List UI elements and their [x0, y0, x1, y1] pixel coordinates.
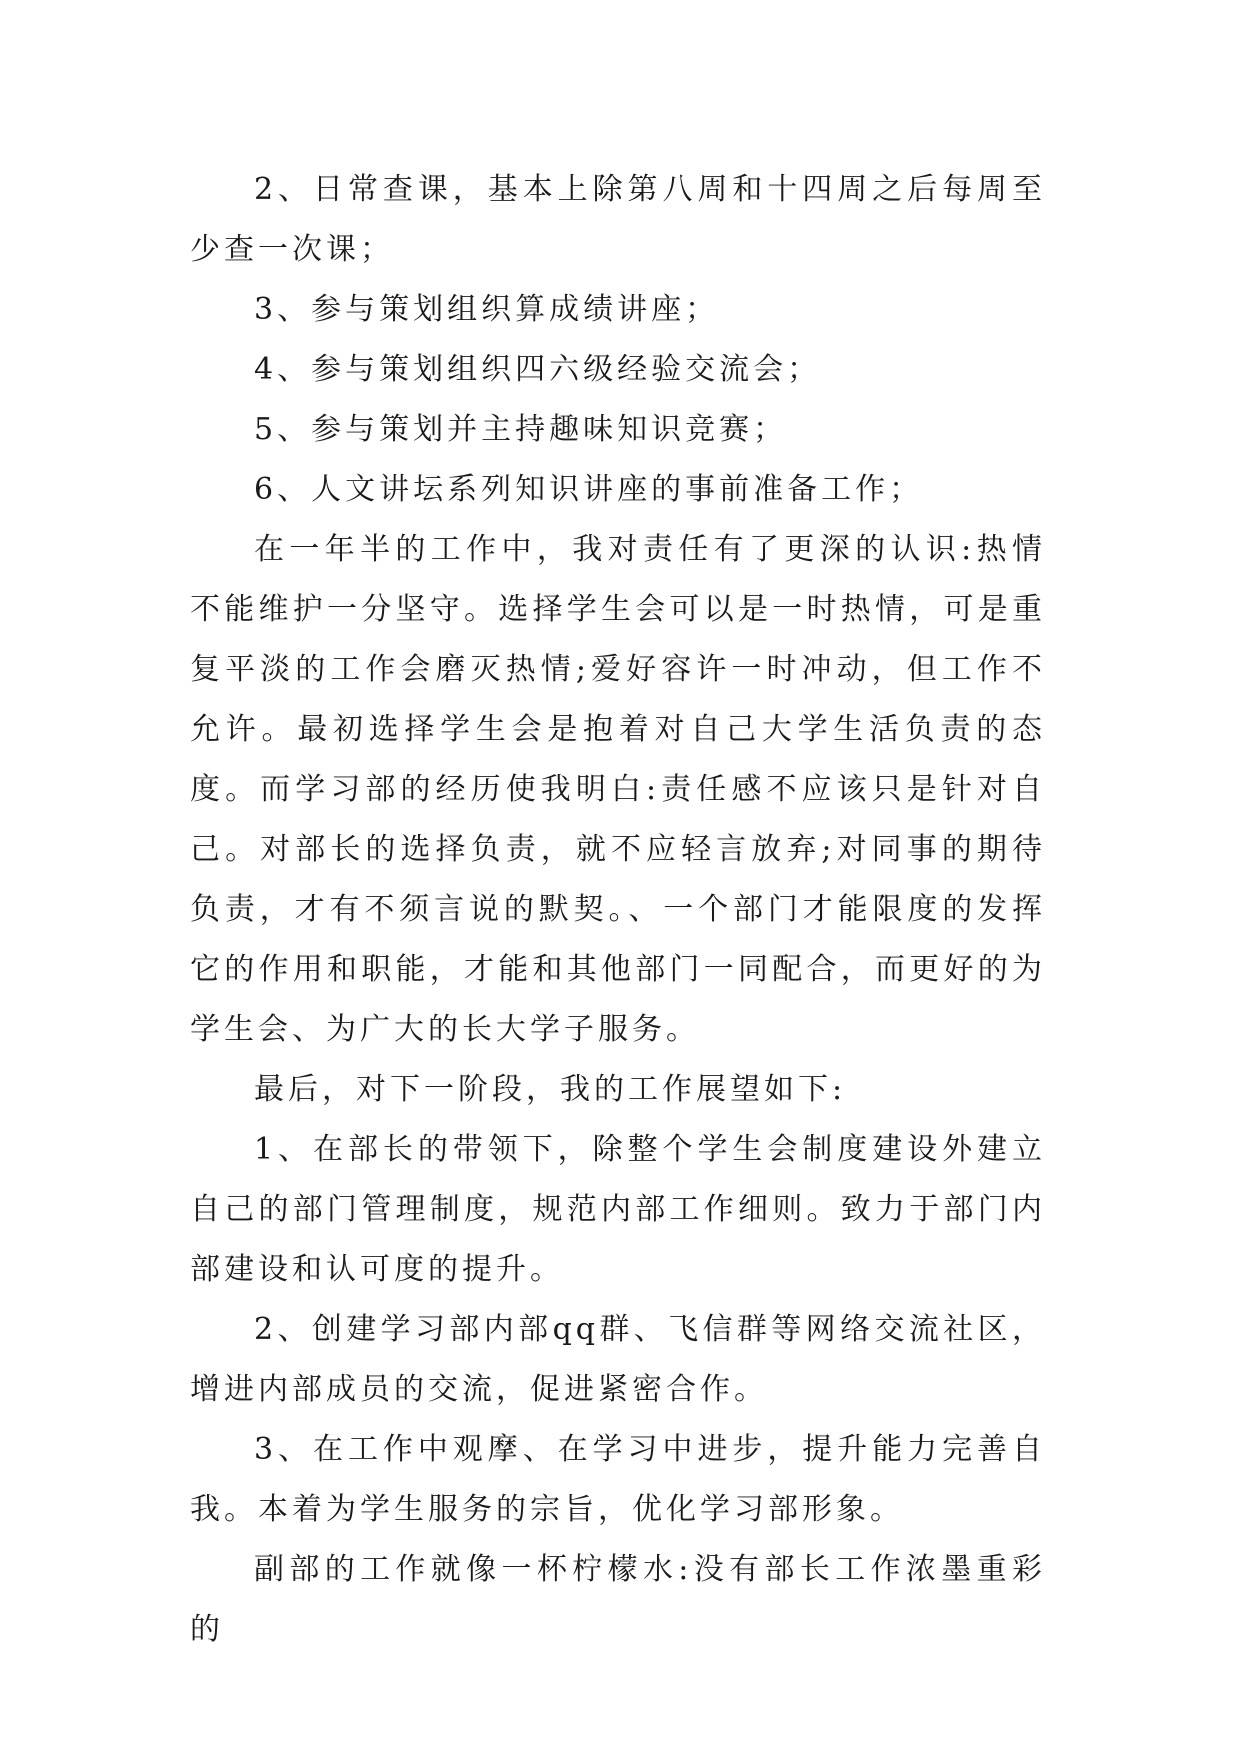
- paragraph-item-3: 3、参与策划组织算成绩讲座；: [254, 292, 720, 327]
- paragraph-item-2: 2、日常查课，基本上除第八周和十四周之后每周至少查一次课；: [190, 172, 1046, 267]
- paragraph-item-5: 5、参与策划并主持趣味知识竞赛；: [254, 412, 788, 447]
- paragraph-responsibility: 在一年半的工作中，我对责任有了更深的认识:热情不能维护一分坚守。选择学生会可以是一时热情，可是重复平淡的工作会磨灭热情;爱好容许一时冲动，但工作不允许。最初选择学生会是抱着对自己大学生活负责的态度。而学习部的经历使我明白:责任感不应该只是针对自己。对部长的选择负责，就不应轻言放弃;对同事的期待负责，才有不须言说的默契。、一个部门才能限度的发挥它的作用和职能，才能和其他部门一同配合，而更好的为学生会、为广大的长大学子服务。: [190, 532, 1046, 1047]
- paragraph-item-6: 6、人文讲坛系列知识讲座的事前准备工作；: [254, 472, 924, 507]
- paragraph-outlook-2: 2、创建学习部内部qq群、飞信群等网络交流社区，增进内部成员的交流，促进紧密合作。: [190, 1312, 1046, 1407]
- paragraph-closing: 副部的工作就像一杯柠檬水:没有部长工作浓墨重彩的: [190, 1552, 1046, 1647]
- paragraph-outlook-1: 1、在部长的带领下，除整个学生会制度建设外建立自己的部门管理制度，规范内部工作细则。致力于部门内部建设和认可度的提升。: [190, 1132, 1046, 1287]
- paragraph-outlook-3: 3、在工作中观摩、在学习中进步，提升能力完善自我。本着为学生服务的宗旨，优化学习部形象。: [190, 1432, 1046, 1527]
- paragraph-item-4: 4、参与策划组织四六级经验交流会；: [254, 352, 822, 387]
- paragraph-outlook-intro: 最后，对下一阶段，我的工作展望如下:: [254, 1072, 847, 1107]
- document-body: [190, 160, 1046, 1660]
